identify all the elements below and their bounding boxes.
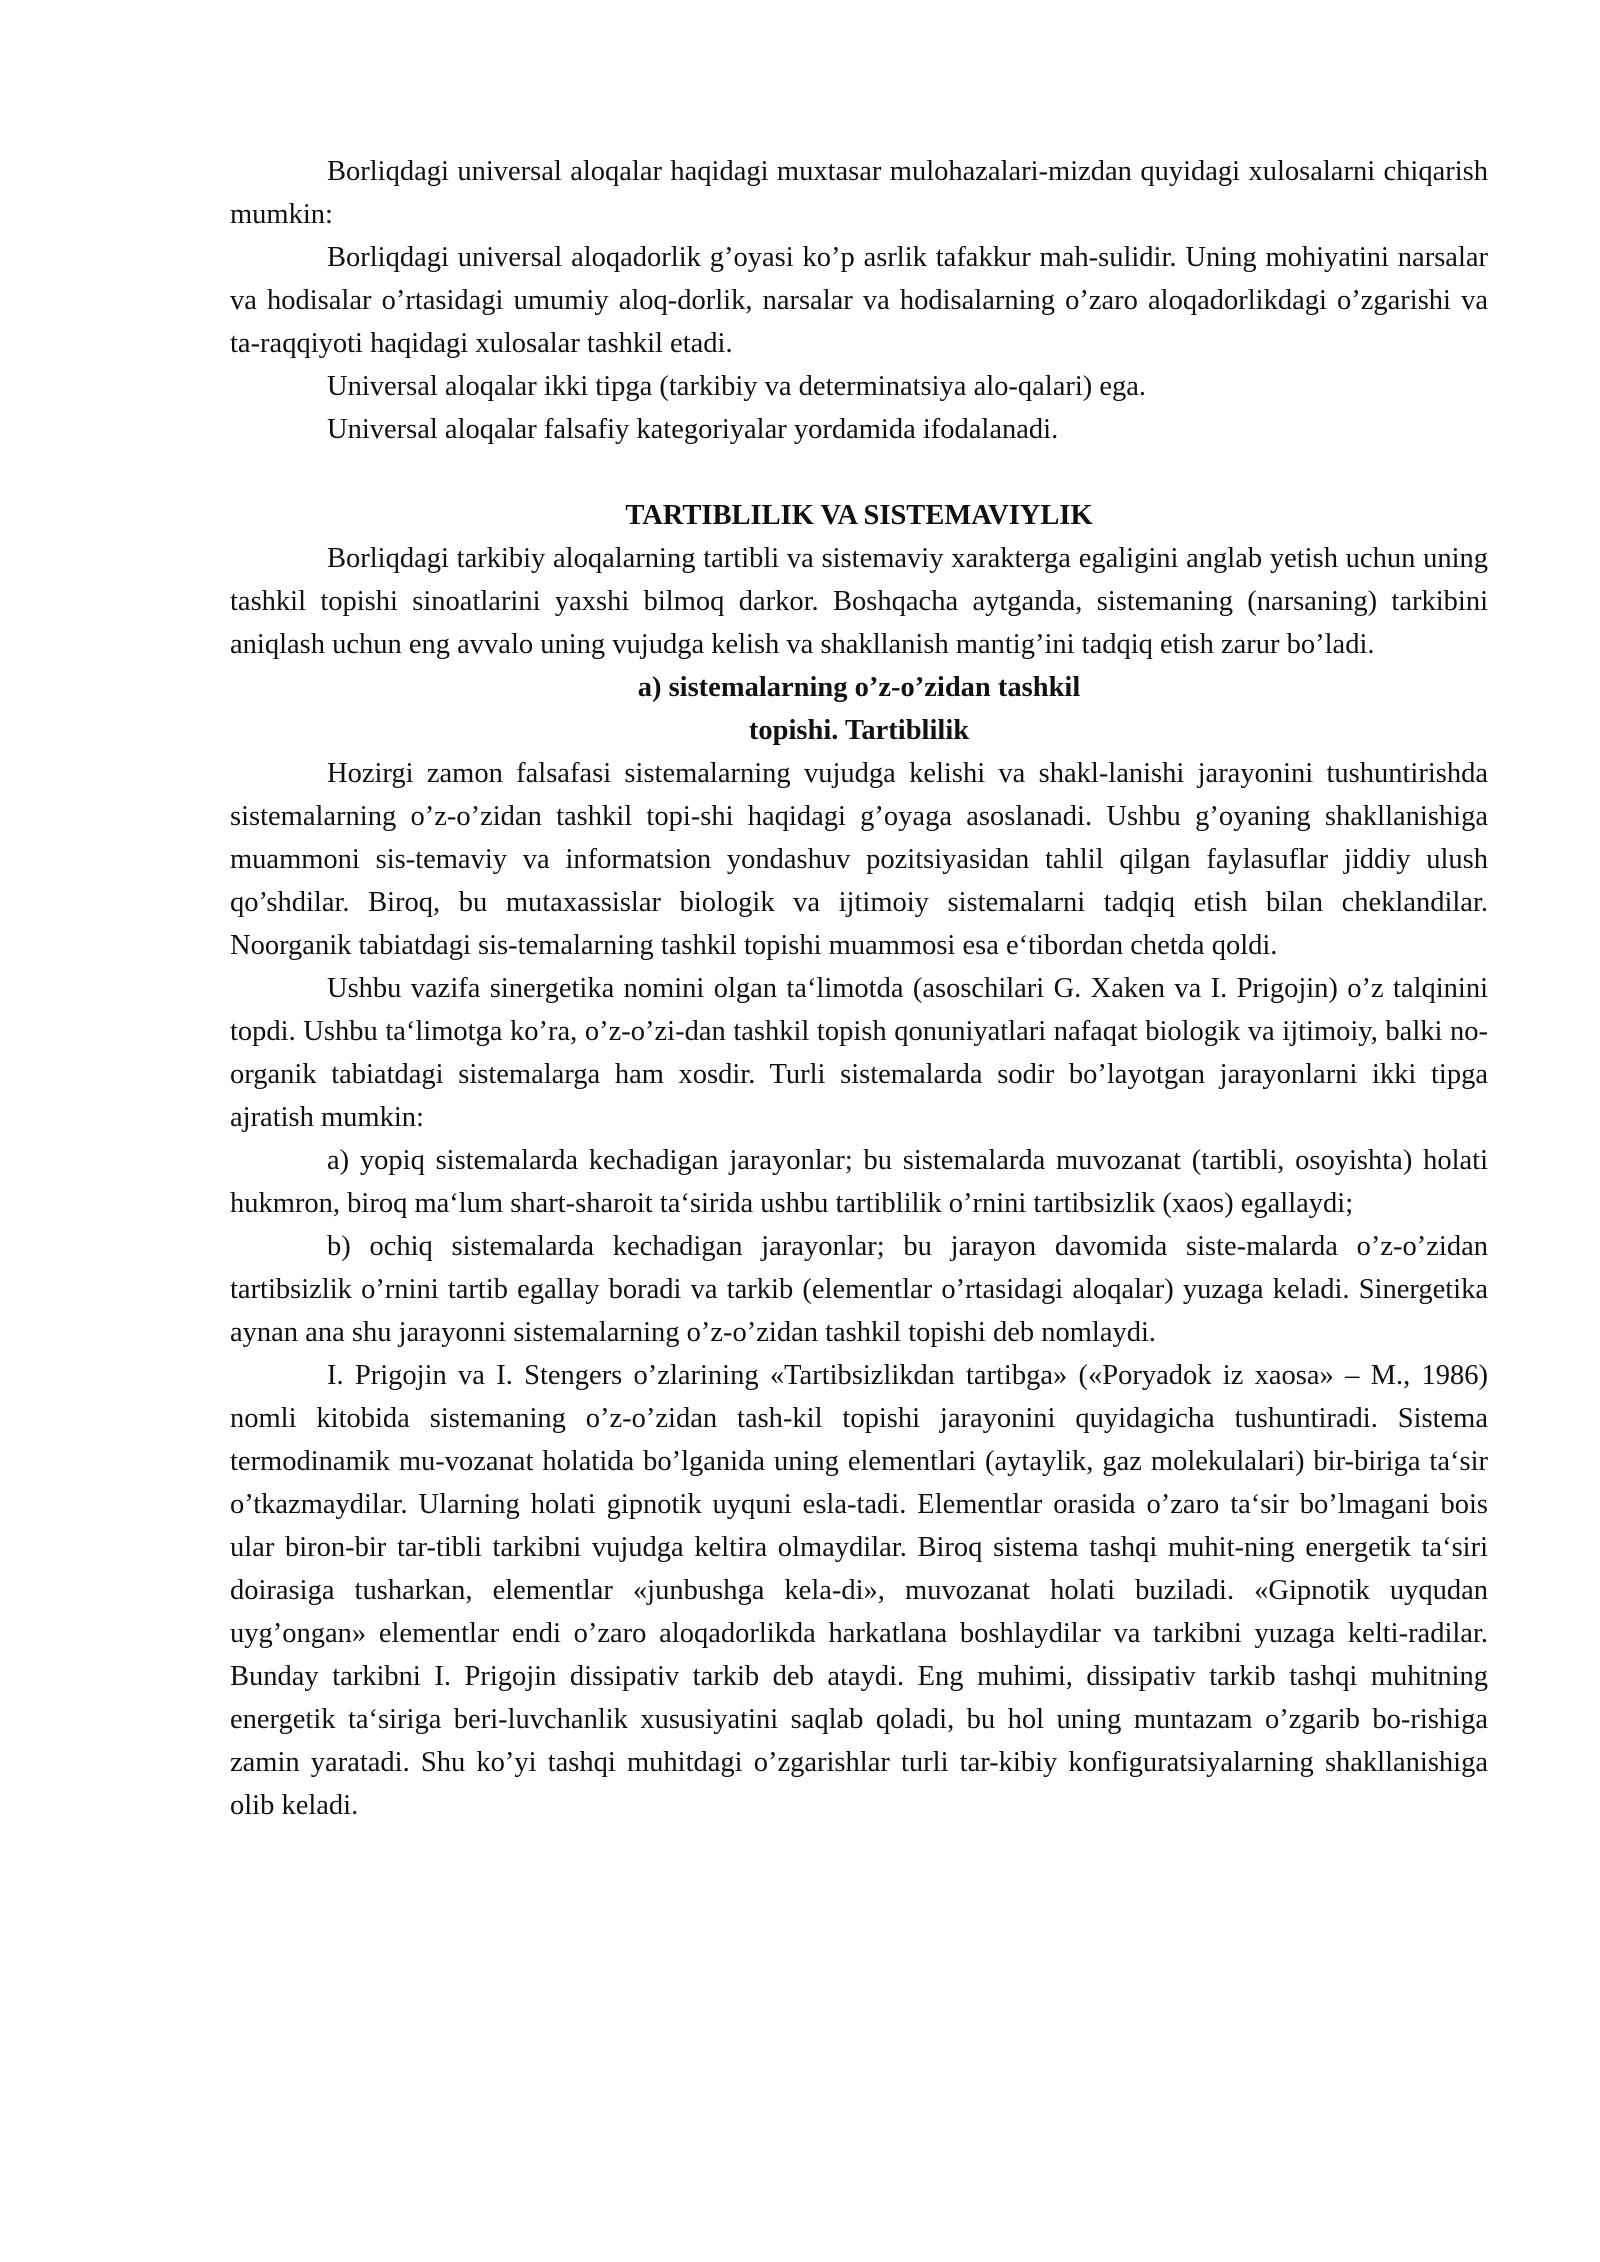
document-page bbox=[230, 150, 1488, 1827]
subsection-paragraph-1: Hozirgi zamon falsafasi sistemalarning vujudga kelishi va shakl-lanishi jarayonini tushuntirishda sistemalarning o’z-o’zidan tashkil topi-shi haqidagi g’oyaga asoslanadi. Ushbu g’oyaning shakllanishiga muammoni sis-temaviy va informatsion yondashuv pozitsiyasidan tahlil qilgan faylasuflar jiddiy ulush qo’shdilar. Biroq, bu mutaxassislar biologik va ijtimoiy sistemalarni tadqiq etish bilan cheklandilar. Noorganik tabiatdagi sis-temalarning tashkil topishi muammosi esa e‘tibordan chetda qoldi. bbox=[230, 758, 1488, 961]
intro-paragraph-2: Borliqdagi universal aloqadorlik g’oyasi ko’p asrlik tafakkur mah-sulidir. Uning mohiyatini narsalar va hodisalar o’rtasidagi umumiy aloq-dorlik, narsalar va hodisalarning o’zaro aloqadorlikdagi o’zgarishi va ta-raqqiyoti haqidagi xulosalar tashkil etadi. bbox=[230, 242, 1488, 359]
subsection-paragraph-5: I. Prigojin va I. Stengers o’zlarining «Tartibsizlikdan tartibga» («Poryadok iz xaosa» – M., 1986) nomli kitobida sistemaning o’z-o’zidan tash-kil topishi jarayonini quyidagicha tushuntiradi. Sistema termodinamik mu-vozanat holatida bo’lganida uning elementlari (aytaylik, gaz molekulalari) bir-biriga ta‘sir o’tkazmaydilar. Ularning holati gipnotik uyquni esla-tadi. Elementlar orasida o’zaro ta‘sir bo’lmagani bois ular biron-bir tar-tibli tarkibni vujudga keltira olmaydilar. Biroq sistema tashqi muhit-ning energetik ta‘siri doirasiga tusharkan, elementlar «junbushga kela-di», muvozanat holati buziladi. «Gipnotik uyqudan uyg’ongan» elementlar endi o’zaro aloqadorlikda harkatlana boshlaydilar va tarkibni yuzaga kelti-radilar. Bunday tarkibni I. Prigojin dissipativ tarkib deb ataydi. Eng muhimi, dissipativ tarkib tashqi muhitning energetik ta‘siriga beri-luvchanlik xususiyatini saqlab qoladi, bu hol uning muntazam o’zgarib bo-rishiga zamin yaratadi. Shu ko’yi tashqi muhitdagi o’zgarishlar turli tar-kibiy konfiguratsiyalarning shakllanishiga olib keladi. bbox=[230, 1360, 1488, 1821]
intro-paragraph-1: Borliqdagi universal aloqalar haqidagi muxtasar mulohazalari-mizdan quyidagi xulosalarni chiqarish mumkin: bbox=[230, 156, 1488, 230]
subsection-title-line-1: a) sistemalarning o’z-o’zidan tashkil bbox=[637, 672, 1081, 703]
section-paragraph-1: Borliqdagi tarkibiy aloqalarning tartibli va sistemaviy xarakterga egaligini anglab yetish uchun uning tashkil topishi sinoatlarini yaxshi bilmoq darkor. Boshqacha aytganda, sistemaning (narsaning) tarkibini aniqlash uchun eng avvalo uning vujudga kelish va shakllanish mantig’ini tadqiq etish zarur bo’ladi. bbox=[230, 543, 1488, 660]
intro-paragraph-4: Universal aloqalar falsafiy kategoriyalar yordamida ifodalanadi. bbox=[327, 414, 1059, 445]
section-spacer bbox=[230, 451, 1488, 494]
subsection-title-line-2: topishi. Tartiblilik bbox=[748, 715, 970, 746]
section-title: TARTIBLILIK VA SISTEMAVIYLIK bbox=[625, 500, 1093, 531]
subsection-paragraph-3: a) yopiq sistemalarda kechadigan jarayonlar; bu sistemalarda muvozanat (tartibli, osoyishta) holati hukmron, biroq ma‘lum shart-sharoit ta‘sirida ushbu tartiblilik o’rnini tartibsizlik (xaos) egallaydi; bbox=[230, 1145, 1488, 1219]
subsection-paragraph-2: Ushbu vazifa sinergetika nomini olgan ta‘limotda (asoschilari G. Xaken va I. Prigojin) o’z talqinini topdi. Ushbu ta‘limotga ko’ra, o’z-o’zi-dan tashkil topish qonuniyatlari nafaqat biologik va ijtimoiy, balki no-organik tabiatdagi sistemalarga ham xosdir. Turli sistemalarda sodir bo’layotgan jarayonlarni ikki tipga ajratish mumkin: bbox=[230, 973, 1488, 1133]
intro-paragraph-3: Universal aloqalar ikki tipga (tarkibiy va determinatsiya alo-qalari) ega. bbox=[327, 371, 1147, 402]
subsection-paragraph-4: b) ochiq sistemalarda kechadigan jarayonlar; bu jarayon davomida siste-malarda o’z-o’zidan tartibsizlik o’rnini tartib egallay boradi va tarkib (elementlar o’rtasidagi aloqalar) yuzaga keladi. Sinergetika aynan ana shu jarayonni sistemalarning o’z-o’zidan tashkil topishi deb nomlaydi. bbox=[230, 1231, 1488, 1348]
